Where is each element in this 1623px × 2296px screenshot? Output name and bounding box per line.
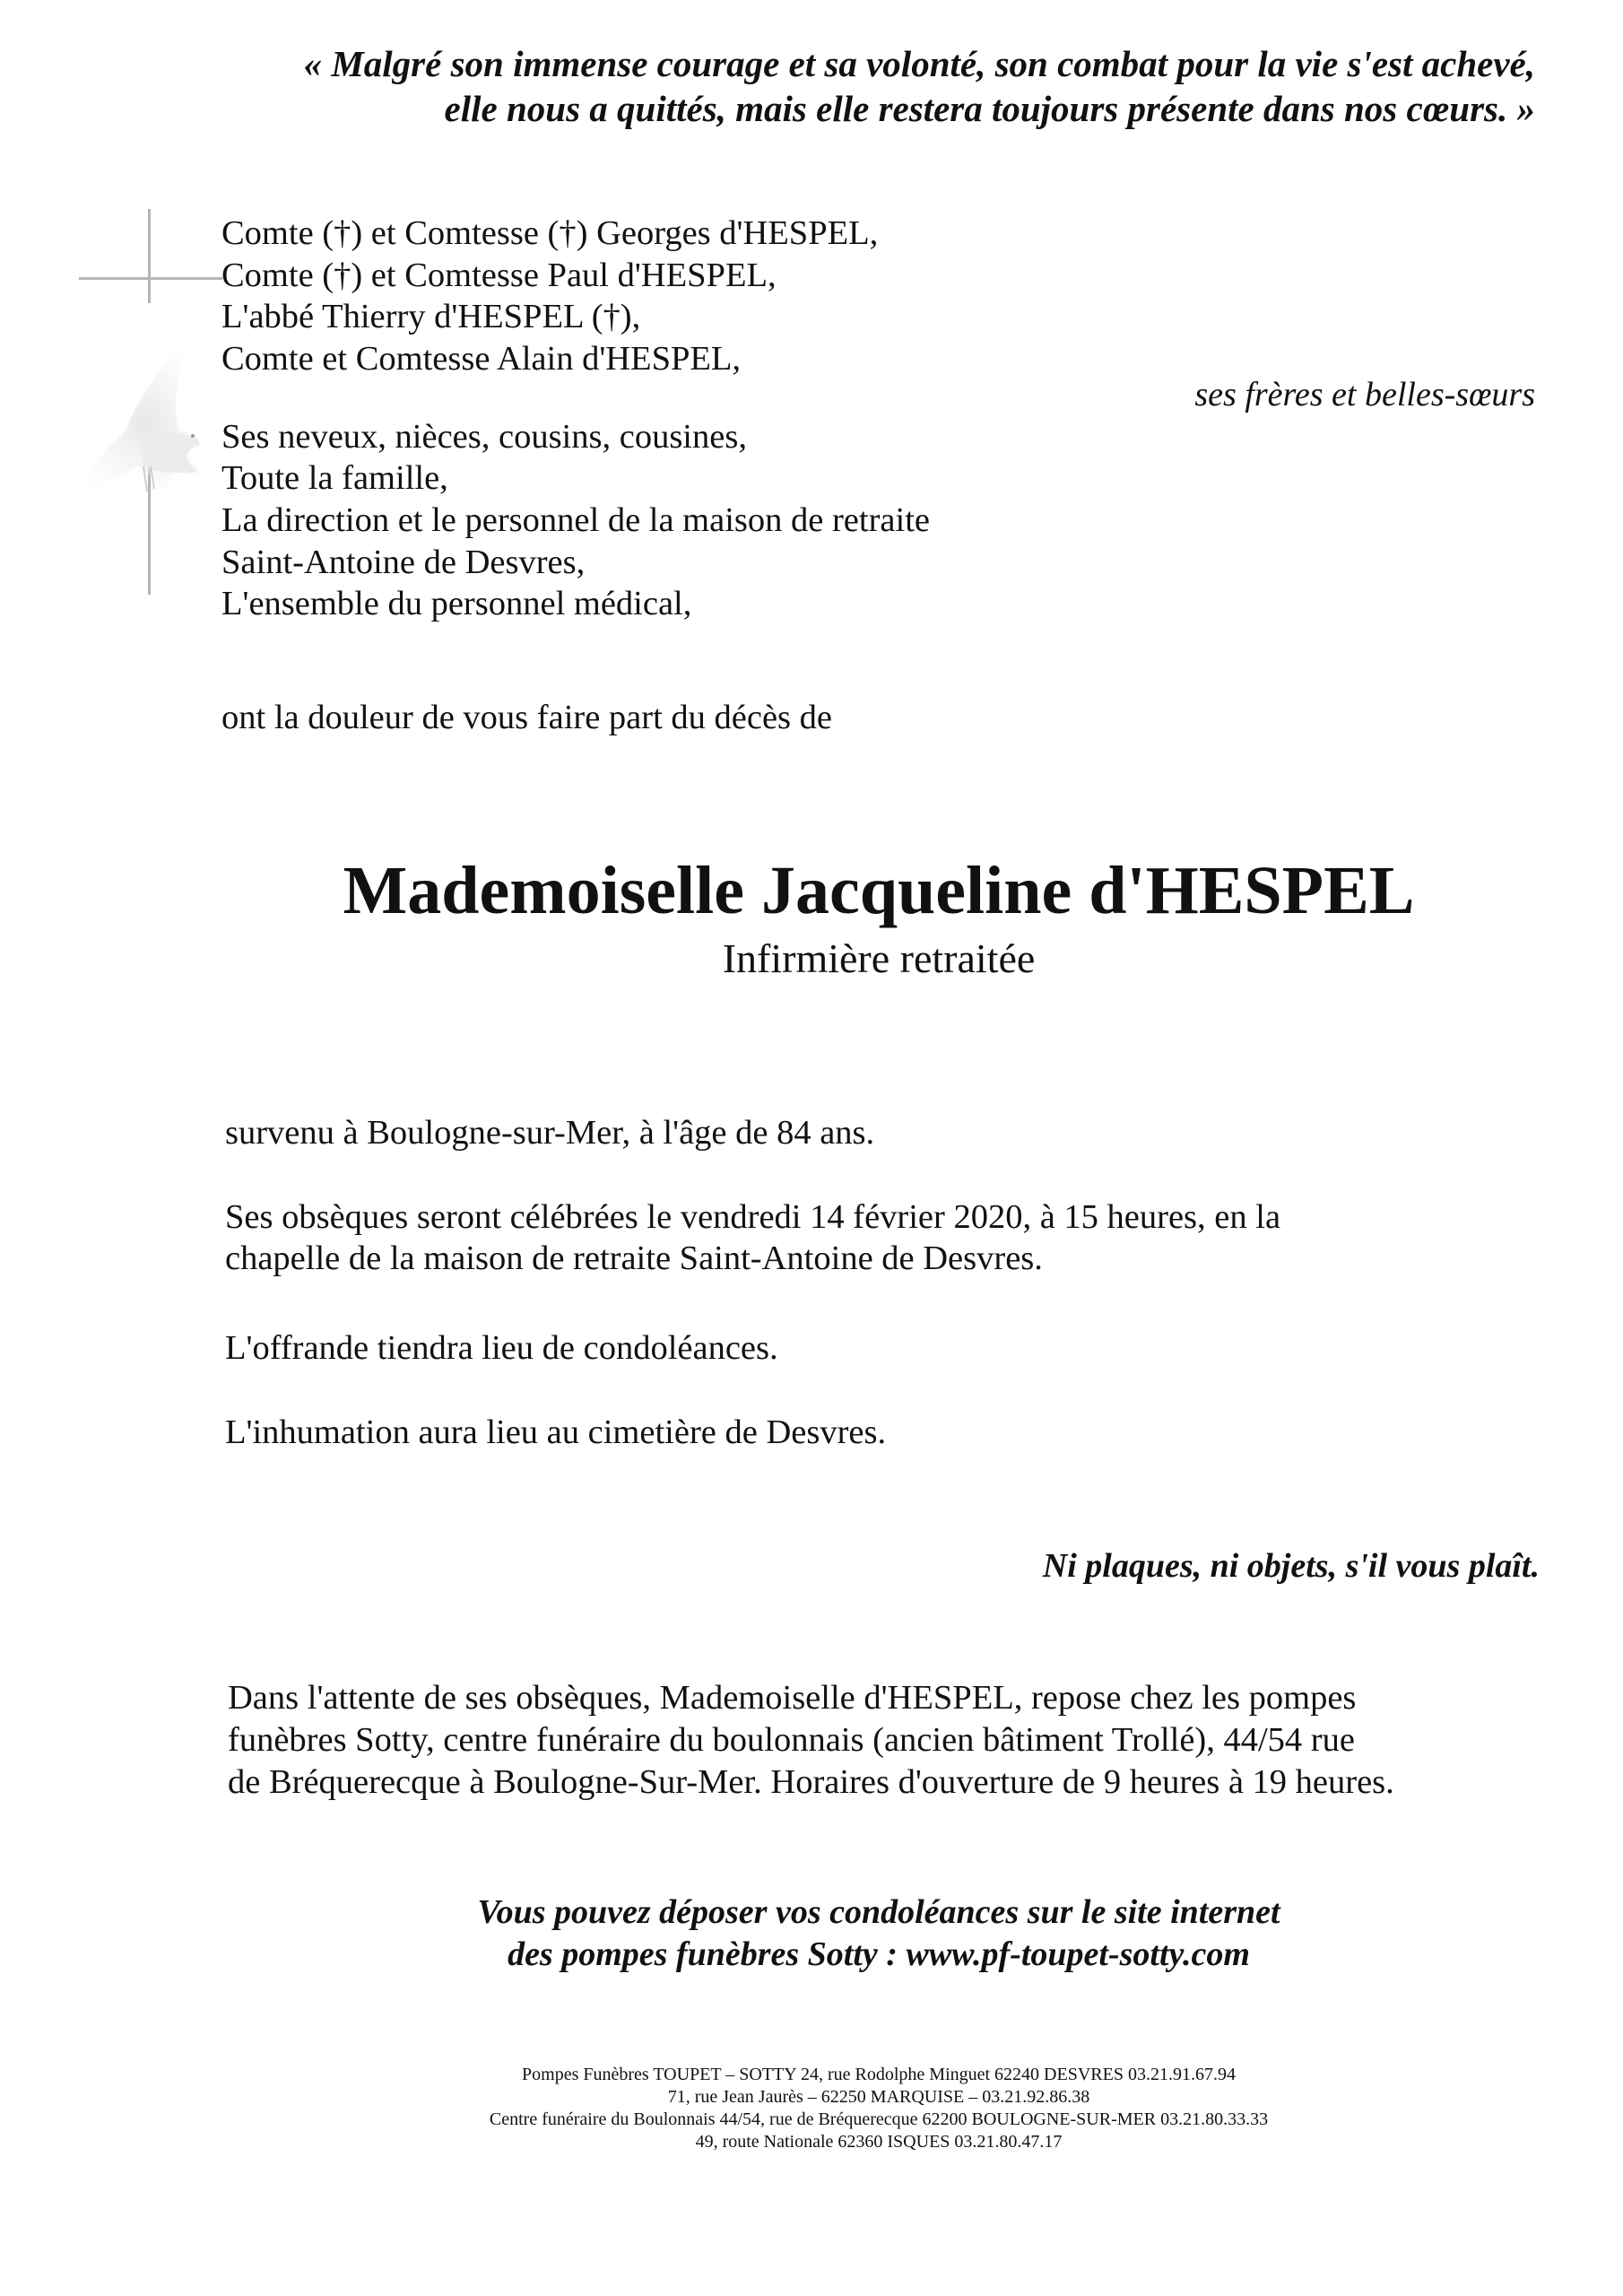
- cross-vertical-top: [148, 209, 151, 303]
- repose-line-3: de Bréquerecque à Boulogne-Sur-Mer. Horaires d'ouverture de 9 heures à 19 heures.: [228, 1763, 1394, 1801]
- deceased-profession: Infirmière retraitée: [722, 935, 1036, 981]
- footer-line: Pompes Funèbres TOUPET – SOTTY 24, rue Rodolphe Minguet 62240 DESVRES 03.21.91.67.94: [522, 2065, 1236, 2084]
- footer-line: 71, rue Jean Jaurès – 62250 MARQUISE – 03.21.92.86.38: [667, 2087, 1090, 2107]
- family-sibling: L'abbé Thierry d'HESPEL (†),: [221, 298, 641, 335]
- dove-icon: [54, 341, 215, 529]
- repose-line-2: funèbres Sotty, centre funéraire du boulonnais (ancien bâtiment Trollé), 44/54 rue: [228, 1721, 1355, 1759]
- family-other: Toute la famille,: [221, 459, 448, 497]
- funeral-line-1: Ses obsèques seront célébrées le vendredi 14 février 2020, à 15 heures, en la: [225, 1198, 1281, 1236]
- repose-line-1: Dans l'attente de ses obsèques, Mademoiselle d'HESPEL, repose chez les pompes: [228, 1679, 1357, 1717]
- family-other: Ses neveux, nièces, cousins, cousines,: [221, 418, 747, 456]
- family-sibling: Comte (†) et Comtesse (†) Georges d'HESPEL,: [221, 214, 879, 252]
- family-other: Saint-Antoine de Desvres,: [221, 544, 586, 581]
- condolences-line-2: des pompes funèbres Sotty : www.pf-toupet-sotty.com: [508, 1935, 1250, 1973]
- funeral-line-2: chapelle de la maison de retraite Saint-Antoine de Desvres.: [225, 1239, 1043, 1277]
- footer-line: Centre funéraire du Boulonnais 44/54, rue de Bréquerecque 62200 BOULOGNE-SUR-MER 03.21.80.33.33: [489, 2109, 1269, 2129]
- deceased-name: Mademoiselle Jacqueline d'HESPEL: [343, 853, 1415, 928]
- family-other: La direction et le personnel de la maison de retraite: [221, 501, 930, 539]
- family-sibling: Comte (†) et Comtesse Paul d'HESPEL,: [221, 257, 777, 294]
- condolences-line-1: Vous pouvez déposer vos condoléances sur le site internet: [477, 1893, 1280, 1931]
- cross-horizontal: [79, 277, 222, 280]
- family-other: L'ensemble du personnel médical,: [221, 585, 692, 622]
- offering-note: L'offrande tiendra lieu de condoléances.: [225, 1329, 778, 1367]
- no-plaques-note: Ni plaques, ni objets, s'il vous plaît.: [1042, 1547, 1540, 1585]
- family-sibling: Comte et Comtesse Alain d'HESPEL,: [221, 340, 742, 378]
- burial-note: L'inhumation aura lieu au cimetière de Desvres.: [225, 1413, 887, 1451]
- death-details: survenu à Boulogne-sur-Mer, à l'âge de 84 ans.: [225, 1114, 875, 1152]
- siblings-relation: ses frères et belles-sœurs: [1194, 376, 1535, 413]
- quote-line-2: elle nous a quittés, mais elle restera toujours présente dans nos cœurs. »: [444, 88, 1535, 129]
- quote-line-1: « Malgré son immense courage et sa volonté, son combat pour la vie s'est achevé,: [303, 43, 1535, 84]
- announcement: ont la douleur de vous faire part du décès de: [221, 699, 832, 736]
- footer-line: 49, route Nationale 62360 ISQUES 03.21.80.47.17: [695, 2132, 1063, 2152]
